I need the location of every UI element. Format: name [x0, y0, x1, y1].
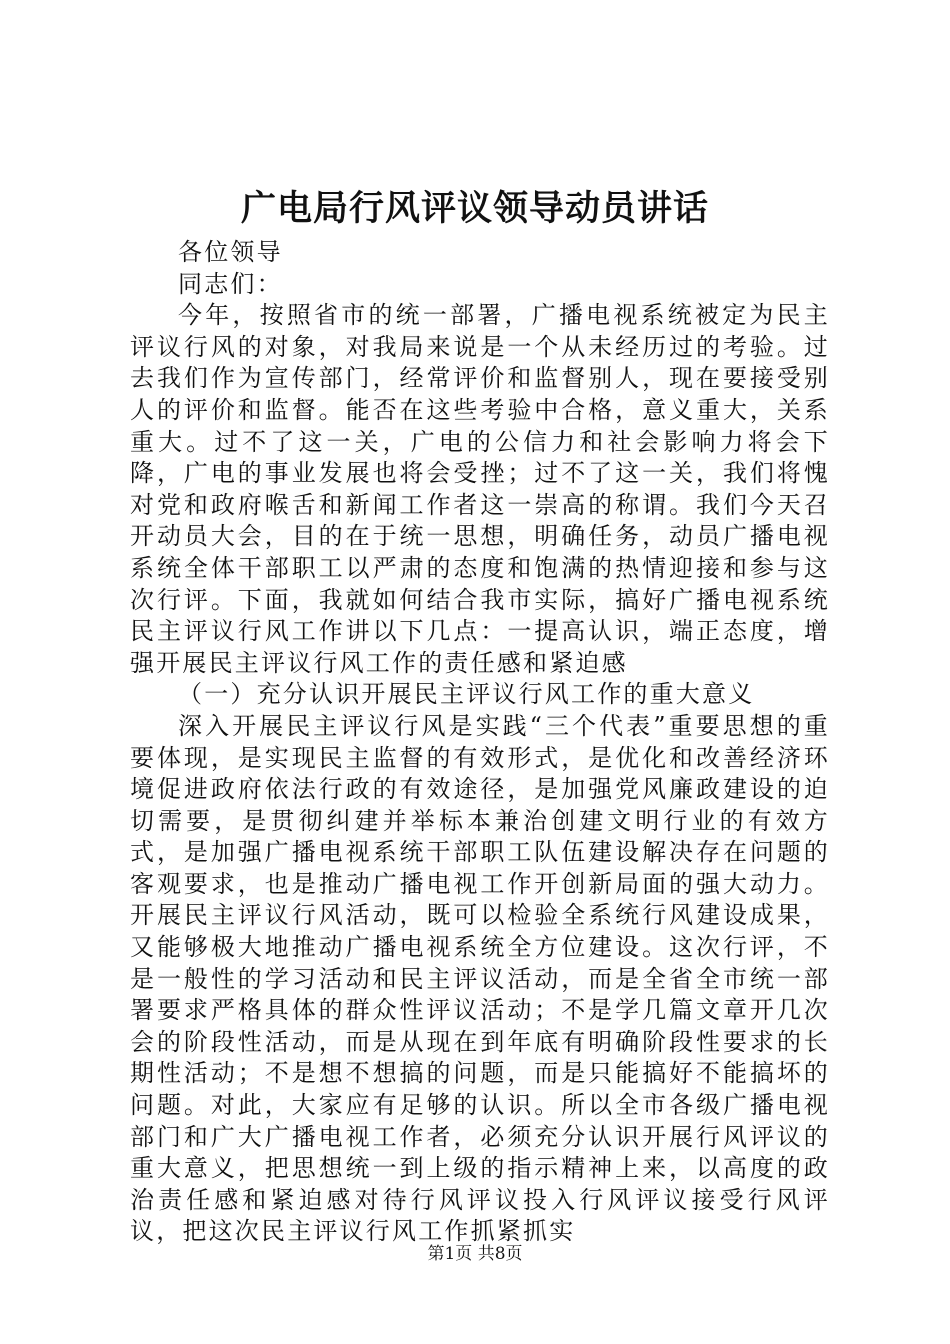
page-footer: 第1页 共8页 [427, 1244, 523, 1264]
document-title: 广电局行风评议领导动员讲话 [240, 188, 709, 229]
salutation-leaders: 各位领导 [178, 238, 283, 266]
paragraph-significance: 深入开展民主评议行风是实践“三个代表”重要思想的重要体现，是实现民主监督的有效形式，是优化和改善经济环境促进政府依法行政的有效途径，是加强党风廉政建设的迫切需要，是贯彻纠建并举标本兼治创建文明行业的有效方式，是加强广播电视系统干部职工队伍建设解决存在问题的客观要求，也是推动广播电视工作开创新局面的强大动力。开展民主评议行风活动，既可以检验全系统行风建设成果，又能够极大地推动广播电视系统全方位建设。这次行评，不是一般性的学习活动和民主评议活动，而是全省全市统一部署要求严格具体的群众性评议活动；不是学几篇文章开几次会的阶段性活动，而是从现在到年底有明确阶段性要求的长期性活动；不是想不想搞的问题，而是只能搞好不能搞坏的问题。对此，大家应有足够的认识。所以全市各级广播电视部门和广大广播电视工作者，必须充分认识开展行风评议的重大意义，把思想统一到上级的指示精神上来，以高度的政治责任感和紧迫感对待行风评议投入行风评议接受行风评议，把这次民主评议行风工作抓紧抓实 [130, 711, 830, 1246]
paragraph-intro: 今年，按照省市的统一部署，广播电视系统被定为民主评议行风的对象，对我局来说是一个从未经历过的考验。过去我们作为宣传部门，经常评价和监督别人，现在要接受别人的评价和监督。能否在这些考验中合格，意义重大，关系重大。过不了这一关，广电的公信力和社会影响力将会下降，广电的事业发展也将会受挫；过不了这一关，我们将愧对党和政府喉舌和新闻工作者这一崇高的称谓。我们今天召开动员大会，目的在于统一思想，明确任务，动员广播电视系统全体干部职工以严肃的态度和饱满的热情迎接和参与这次行评。下面，我就如何结合我市实际，搞好广播电视系统民主评议行风工作讲以下几点：一提高认识，端正态度，增强开展民主评议行风工作的责任感和紧迫感 [130, 301, 830, 677]
document-body [130, 237, 830, 1248]
salutation-comrades: 同志们： [178, 269, 283, 298]
section-heading-1: （一）充分认识开展民主评议行风工作的重大意义 [178, 680, 755, 709]
